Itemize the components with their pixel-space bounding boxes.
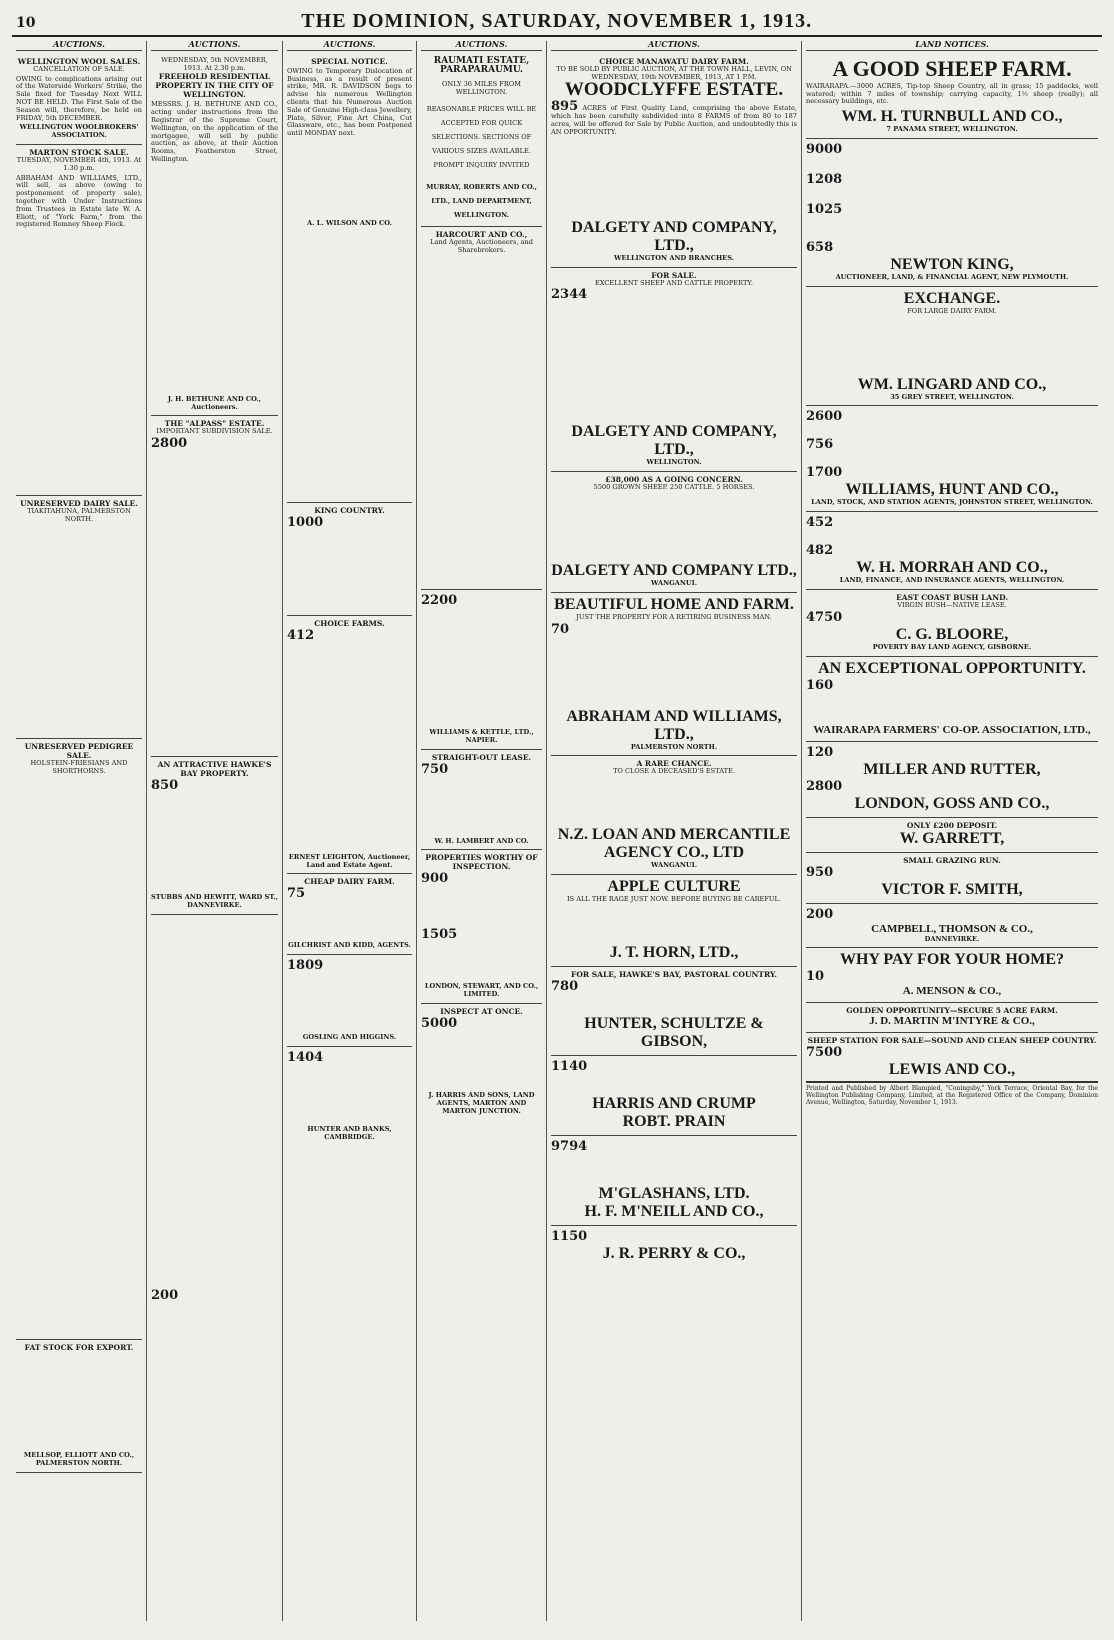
advert-agent: MILLER AND RUTTER, <box>863 760 1041 778</box>
advert <box>551 875 797 967</box>
advert-title: EAST COAST BUSH LAND. <box>896 592 1008 602</box>
advert-title: £38,000 AS A GOING CONCERN. <box>605 475 743 485</box>
advert <box>16 496 142 739</box>
acreage-figure: 1404 <box>287 1049 324 1065</box>
advert-agent: W. H. LAMBERT AND CO. <box>434 836 529 845</box>
advert-agent: WELLINGTON WOOLBROKERS' ASSOCIATION. <box>19 123 139 140</box>
column-header: LAND NOTICES. <box>806 41 1098 51</box>
columns <box>12 41 1102 1621</box>
advert-body: ABRAHAM AND WILLIAMS, LTD., will sell, as above (owing to postponement of property sale), together with Under Instructions from Trustees in Estate late W. A. Eliott, of "York Farm," from the registered Romney Sheep Flock. <box>16 173 142 229</box>
advert-title: SMALL GRAZING RUN. <box>903 855 1001 865</box>
advert <box>287 503 412 616</box>
acreage-figure: 1208 <box>806 171 843 187</box>
acreage-figure: 5000 <box>421 1015 458 1031</box>
advert-agent-address: 35 GREY STREET, WELLINGTON. <box>890 392 1014 401</box>
acreage-figure: 1809 <box>287 958 324 974</box>
advert <box>551 1056 797 1136</box>
advert-agent-address: LAND, STOCK, AND STATION AGENTS, JOHNSTON STREET, WELLINGTON. <box>811 498 1093 507</box>
body-text-block <box>551 1155 797 1185</box>
column-header: AUCTIONS. <box>421 41 542 51</box>
advert <box>806 139 1098 287</box>
advert-agent: VICTOR F. SMITH, <box>881 880 1023 898</box>
advert-agent: NEWTON KING, <box>890 255 1014 273</box>
advert-headline: WOODCLYFFE ESTATE. <box>564 79 784 101</box>
masthead <box>12 10 1102 37</box>
advert <box>551 1136 797 1226</box>
advert-agent: WILLIAMS & KETTLE, LTD., NAPIER. <box>429 727 534 744</box>
acreage-figure: 1505 <box>421 927 458 943</box>
advert-body: WAIRARAPA.—3000 ACRES, Tip-top Sheep Country, all in grass; 15 paddocks, well watered; within 7 miles of township; carrying capacity, 1½ sheep (really); all necessary buildings, etc. <box>806 81 1098 106</box>
advert-headline: A GOOD SHEEP FARM. <box>832 55 1072 81</box>
body-text-block <box>551 139 797 219</box>
advert <box>806 512 1098 590</box>
advert-subtitle: VIRGIN BUSH—NATIVE LEASE. <box>897 600 1007 609</box>
advert-subtitle: PARAPARAUMU. <box>439 64 524 75</box>
body-text-block <box>421 943 542 983</box>
acreage-figure: 2344 <box>551 287 588 303</box>
acreage-figure: 9794 <box>551 1138 588 1154</box>
advert-agent: MELLSOP, ELLIOTT AND CO., PALMERSTON NORTH. <box>23 1451 135 1468</box>
advert <box>421 54 542 228</box>
advert-agent: J. D. MARTIN M'INTYRE & CO., <box>869 1015 1035 1028</box>
acreage-figure: 756 <box>806 437 834 453</box>
acreage-figure: 895 <box>551 99 579 115</box>
acreage-figure: 2200 <box>421 592 458 608</box>
advert-agent-address: POVERTY BAY LAND AGENCY, GISBORNE. <box>872 642 1032 651</box>
body-text-block <box>551 1075 797 1095</box>
advert-agent: ABRAHAM AND WILLIAMS, LTD., <box>566 707 782 743</box>
advert-agent: CAMPBELL, THOMSON & CO., <box>871 922 1033 935</box>
acreage-figure: 950 <box>806 864 834 880</box>
body-text-block <box>806 188 1098 202</box>
advert-agent-address: WANGANUI. <box>650 861 698 870</box>
column-1 <box>12 41 147 1621</box>
advert-agent: HUNTER AND BANKS, CAMBRIDGE. <box>307 1124 392 1141</box>
advert-title: UNRESERVED PEDIGREE SALE. <box>24 741 134 760</box>
advert-title: INSPECT AT ONCE. <box>440 1006 523 1016</box>
advert-agent: LEWIS AND CO., <box>888 1061 1016 1079</box>
acreage-figure: 900 <box>421 871 449 887</box>
advert-agent: WM. H. TURNBULL AND CO., <box>841 108 1063 126</box>
advert-agent: ERNEST LEIGHTON, Auctioneer, Land and Estate Agent. <box>288 852 411 869</box>
advert-title: FREEHOLD RESIDENTIAL PROPERTY IN THE CITY OF WELLINGTON. <box>155 72 274 100</box>
advert-subtitle: IS ALL THE RAGE JUST NOW. BEFORE BUYING BE CAREFUL. <box>567 894 781 903</box>
advert <box>421 1004 542 1119</box>
advert-title: FAT STOCK FOR EXPORT. <box>24 1343 134 1353</box>
advert-title: UNRESERVED DAIRY SALE. <box>20 499 138 509</box>
advert-title: RAUMATI ESTATE, <box>433 55 530 66</box>
body-text-block <box>421 1032 542 1092</box>
advert-agent: A. L. WILSON AND CO. <box>307 218 392 227</box>
advert-agent: LONDON, GOSS AND CO., <box>854 794 1050 812</box>
advert <box>551 472 797 593</box>
body-text-block <box>287 1066 412 1126</box>
advert-title: FOR SALE, HAWKE'S BAY, PASTORAL COUNTRY. <box>571 969 777 979</box>
advert-title: CHOICE MANAWATU DAIRY FARM. <box>599 56 749 66</box>
advert <box>287 955 412 1047</box>
advert-agent-address: WELLINGTON AND BRANCHES. <box>613 253 735 262</box>
body-text-block <box>287 531 412 611</box>
advert <box>287 54 412 503</box>
advert-headline: BEAUTIFUL HOME AND FARM. <box>554 595 794 613</box>
advert-agent: STUBBS AND HEWITT, WARD ST., DANNEVIRKE. <box>151 893 278 909</box>
advert-title: CHEAP DAIRY FARM. <box>304 877 395 887</box>
advert-subtitle: TIAKITAHUNA, PALMERSTON NORTH. <box>27 507 131 523</box>
advert-subtitle: EXCELLENT SHEEP AND CATTLE PROPERTY. <box>595 278 753 287</box>
acreage-figure: 70 <box>551 621 570 637</box>
body-text-block <box>287 140 412 220</box>
advert-headline: EXCHANGE. <box>903 289 1001 307</box>
advert-agent: J. R. PERRY & CO., <box>602 1244 746 1262</box>
advert-title: SPECIAL NOTICE. <box>311 56 388 66</box>
advert-agent: ROBT. PRAIN <box>622 1112 726 1130</box>
advert-subtitle: JUST THE PROPERTY FOR A RETIRING BUSINESS MAN. <box>576 612 772 621</box>
advert-agent: W. GARRETT, <box>899 829 1005 847</box>
body-text-block <box>151 166 278 396</box>
advert-agent-address: LAND, FINANCE, AND INSURANCE AGENTS, WELLINGTON. <box>839 576 1065 585</box>
acreage-figure: 160 <box>806 677 834 693</box>
advert-headline: WHY PAY FOR YOUR HOME? <box>840 951 1064 969</box>
advert-body: OWING to Temporary Dislocation of Business, as a result of present strike, MR. R. DAVIDSON begs to advise his numerous Wellington clients that his Numerous Auction Sale of Genuine High-class Jewellery, Plate, Silver, Fine Art China, Cut Glassware, etc., has been Postponed until MONDAY next. <box>287 66 412 138</box>
acreage-figure: 200 <box>151 1287 179 1303</box>
advert <box>421 227 542 590</box>
body-text-block <box>421 778 542 838</box>
acreage-figure: 75 <box>287 886 306 902</box>
advert <box>806 406 1098 512</box>
acreage-figure: 200 <box>806 906 834 922</box>
advert <box>16 1340 142 1473</box>
advert-note: ONLY 36 MILES FROM WELLINGTON. <box>442 79 521 96</box>
advert-title: WELLINGTON WOOL SALES. <box>17 56 141 66</box>
advert-agent: GOSLING AND HIGGINS. <box>302 1033 397 1042</box>
advert-agent-address: PALMERSTON NORTH. <box>630 742 718 751</box>
advert-title: THE "ALPASS" ESTATE. <box>164 419 265 429</box>
advert-agent: C. G. BLOORE, <box>895 625 1009 643</box>
advert-subtitle: Land Agents, Auctioneers, and Sharebrokers. <box>430 238 533 255</box>
advert <box>551 268 797 473</box>
advert-subtitle: IMPORTANT SUBDIVISION SALE. <box>156 427 273 436</box>
body-text-block <box>421 255 542 585</box>
advert-title: GOLDEN OPPORTUNITY—SECURE 5 ACRE FARM. <box>846 1006 1058 1016</box>
advert <box>806 818 1098 853</box>
advert-agent: DALGETY AND COMPANY, LTD., <box>571 423 777 459</box>
advert <box>287 874 412 955</box>
acreage-figure: 658 <box>806 239 834 255</box>
advert <box>151 757 278 915</box>
column-header: AUCTIONS. <box>287 41 412 51</box>
advert-agent: WAIRARAPA FARMERS' CO-OP. ASSOCIATION, LTD., <box>813 723 1091 736</box>
acreage-figure: 120 <box>806 744 834 760</box>
body-text-block <box>806 218 1098 240</box>
advert-subtitle: TUESDAY, NOVEMBER 4th, 1913. At 1.30 p.m. <box>16 155 142 172</box>
column-5 <box>547 41 802 1621</box>
advert <box>806 904 1098 949</box>
advert <box>806 657 1098 742</box>
acreage-figure: 1025 <box>806 201 843 217</box>
page-number: 10 <box>16 15 36 31</box>
advert-agent-address: DANNEVIRKE. <box>924 934 980 943</box>
advert-subtitle: HOLSTEIN-FRIESIANS AND SHORTHORNS. <box>30 758 128 775</box>
advert-subtitle: TO CLOSE A DECEASED'S ESTATE. <box>613 767 735 776</box>
body-text-block <box>806 316 1098 376</box>
acreage-figure: 1150 <box>551 1228 588 1244</box>
advert-title: STRAIGHT-OUT LEASE. <box>431 752 532 762</box>
advert-subtitle: CANCELLATION OF SALE. <box>33 64 125 73</box>
advert-title: ONLY £200 DEPOSIT. <box>906 820 998 830</box>
body-text-block <box>287 974 412 1034</box>
advert-title: FOR SALE. <box>651 270 697 280</box>
advert-agent: J. H. BETHUNE AND CO., Auctioneers. <box>167 394 262 411</box>
body-text-block <box>806 694 1098 724</box>
advert-agent: HARRIS AND CRUMP <box>592 1094 756 1112</box>
advert-agent: J. T. HORN, LTD., <box>609 943 739 961</box>
advert <box>421 750 542 851</box>
body-text-block <box>16 524 142 734</box>
body-text-block <box>806 158 1098 172</box>
advert <box>287 1047 412 1146</box>
acreage-figure: 1700 <box>806 465 843 481</box>
advert-agent: WM. LINGARD AND CO., <box>857 375 1047 393</box>
column-header: AUCTIONS. <box>16 41 142 51</box>
advert-body: OWING to complications arising out of the Waterside Workers' Strike, the Sale fixed for Tuesday Next WILL NOT BE HELD. The First Sale of the Season will, therefore, be held on FRIDAY, 5th DECEMBER. <box>16 74 142 122</box>
acreage-figure: 482 <box>806 543 834 559</box>
acreage-figure: 850 <box>151 778 179 794</box>
advert-agent: LONDON, STEWART, AND CO., LIMITED. <box>424 982 539 999</box>
advert <box>551 756 797 875</box>
column-2 <box>147 41 283 1621</box>
advert-subtitle: WEDNESDAY, 5th NOVEMBER, 1913. At 2.30 p.m. <box>161 55 268 72</box>
advert <box>151 915 278 1308</box>
acreage-figure: 2600 <box>806 409 843 425</box>
body-text-block <box>806 425 1098 437</box>
advert <box>806 54 1098 139</box>
advert <box>287 616 412 875</box>
acreage-figure: 412 <box>287 627 315 643</box>
advert <box>16 739 142 1341</box>
body-text-block <box>551 995 797 1015</box>
advert-agent-address: WELLINGTON. <box>646 458 702 467</box>
advert <box>551 1226 797 1267</box>
body-text-block <box>287 644 412 854</box>
body-text-block <box>551 303 797 423</box>
imprint: Printed and Published by Albert Blampied, "Coningsby," York Terrace, Oriental Bay, for the Wellington Publishing Company, Limited, at the Registered Office of the Company, Dominion Avenue, Wellington, Saturday, November 1, 1913. <box>806 1085 1098 1107</box>
advert-agent: DALGETY AND COMPANY LTD., <box>551 561 797 579</box>
advert <box>151 54 278 417</box>
body-text-block <box>287 902 412 942</box>
acreage-figure: 1000 <box>287 514 324 530</box>
newspaper-title: THE DOMINION, SATURDAY, NOVEMBER 1, 1913. <box>301 10 813 32</box>
column-header: AUCTIONS. <box>551 41 797 51</box>
advert-agent: MURRAY, ROBERTS AND CO., LTD., LAND DEPARTMENT, WELLINGTON. <box>426 183 537 220</box>
column-header: AUCTIONS. <box>151 41 278 51</box>
body-text-block <box>16 1352 142 1452</box>
advert <box>551 54 797 268</box>
advert-body: REASONABLE PRICES WILL BE ACCEPTED FOR QUICK SELECTIONS. SECTIONS OF VARIOUS SIZES AVAILABLE. PROMPT INQUIRY INVITED <box>426 105 537 170</box>
advert <box>806 1033 1098 1110</box>
body-text-block <box>551 904 797 944</box>
body-text-block <box>421 609 542 729</box>
advert <box>806 1003 1098 1033</box>
advert <box>151 416 278 757</box>
advert-agent: A. MENSON & CO., <box>902 985 1002 998</box>
advert-subtitle: TO BE SOLD BY PUBLIC AUCTION, AT THE TOWN HALL, LEVIN, ON WEDNESDAY, 19th NOVEMBER, 1913, AT 1 P.M. <box>556 64 792 81</box>
body-text-block <box>151 452 278 752</box>
advert-agent-address: 7 PANAMA STREET, WELLINGTON. <box>886 125 1018 134</box>
advert <box>806 948 1098 1003</box>
body-text-block <box>806 453 1098 465</box>
advert <box>551 593 797 757</box>
advert-title: HARCOURT AND CO., <box>435 230 528 240</box>
advert <box>551 967 797 1056</box>
acreage-figure: 1140 <box>551 1058 588 1074</box>
advert <box>806 287 1098 407</box>
column-4 <box>417 41 547 1621</box>
body-text-block <box>16 231 142 491</box>
body-text-block <box>421 887 542 927</box>
advert-title: AN ATTRACTIVE HAWKE'S BAY PROPERTY. <box>157 760 272 779</box>
stock-list: 5500 GROWN SHEEP. 250 CATTLE. 5 HORSES. <box>593 483 755 492</box>
acreage-figure: 7500 <box>806 1045 843 1061</box>
body-text-block <box>16 775 142 1335</box>
advert-title: CHOICE FARMS. <box>314 618 385 628</box>
body-text-block <box>551 776 797 826</box>
column-6 <box>802 41 1102 1621</box>
acreage-figure: 750 <box>421 761 449 777</box>
column-3 <box>283 41 417 1621</box>
advert <box>16 54 142 145</box>
advert-title: PROPERTIES WORTHY OF INSPECTION. <box>425 853 538 872</box>
body-text-block <box>287 228 412 498</box>
advert-agent: DALGETY AND COMPANY, LTD., <box>571 218 777 254</box>
advert-agent: HUNTER, SCHULTZE & GIBSON, <box>584 1014 764 1050</box>
advert <box>806 742 1098 818</box>
advert-agent-address: WANGANUI. <box>650 578 698 587</box>
advert-agent: W. H. MORRAH AND CO., <box>856 559 1048 577</box>
advert-agent: H. F. M'NEILL AND CO., <box>584 1202 764 1220</box>
body-text-block <box>151 794 278 894</box>
advert <box>421 590 542 750</box>
advert-subtitle: FOR LARGE DAIRY FARM. <box>907 306 997 315</box>
advert-headline: APPLE CULTURE <box>607 877 741 895</box>
advert-title: SHEEP STATION FOR SALE—SOUND AND CLEAN SHEEP COUNTRY. <box>807 1036 1097 1046</box>
advert-agent: N.Z. LOAN AND MERCANTILE AGENCY CO., LTD <box>557 826 791 862</box>
acreage-figure: 2800 <box>806 778 843 794</box>
advert <box>806 853 1098 904</box>
advert-agent: J. HARRIS AND SONS, LAND AGENTS, MARTON AND MARTON JUNCTION. <box>428 1090 535 1115</box>
advert-title: KING COUNTRY. <box>314 505 385 515</box>
advert <box>421 850 542 1004</box>
advert-agent: GILCHRIST AND KIDD, AGENTS. <box>288 941 411 950</box>
acreage-figure: 10 <box>806 969 825 985</box>
advert-agent: WILLIAMS, HUNT AND CO., <box>845 481 1059 499</box>
advert-agent: M'GLASHANS, LTD. <box>598 1184 750 1202</box>
advert <box>806 590 1098 657</box>
body-text-block <box>551 638 797 708</box>
advert-headline: AN EXCEPTIONAL OPPORTUNITY. <box>818 659 1086 677</box>
advert-body: MESSRS. J. H. BETHUNE AND CO., acting under instructions from the Registrar of the Supreme Court, Wellington, on the application of the mortgagee, will sell by public auction, as above, at their Auction Rooms, Featherston Street, Wellington. <box>151 100 278 163</box>
acreage-figure: 780 <box>551 978 579 994</box>
body-text-block <box>806 531 1098 543</box>
advert-agent-address: AUCTIONEER, LAND, & FINANCIAL AGENT, NEW PLYMOUTH. <box>835 272 1069 281</box>
advert <box>16 145 142 496</box>
body-text-block <box>151 918 278 1288</box>
acreage-figure: 4750 <box>806 609 843 625</box>
acreage-figure: 9000 <box>806 141 843 157</box>
advert-title: MARTON STOCK SALE. <box>29 147 129 157</box>
body-text-block <box>551 492 797 562</box>
advert-body: ACRES of First Quality Land, comprising the above Estate, which has been carefully subdivided into 8 FARMS of from 80 to 187 acres, will be offered for Sale by Public Auction, and undoubtedly this is AN OPPORTUNITY. <box>551 104 797 136</box>
advert-title: A RARE CHANCE. <box>636 759 712 769</box>
acreage-figure: 452 <box>806 515 834 531</box>
acreage-figure: 2800 <box>151 436 188 452</box>
